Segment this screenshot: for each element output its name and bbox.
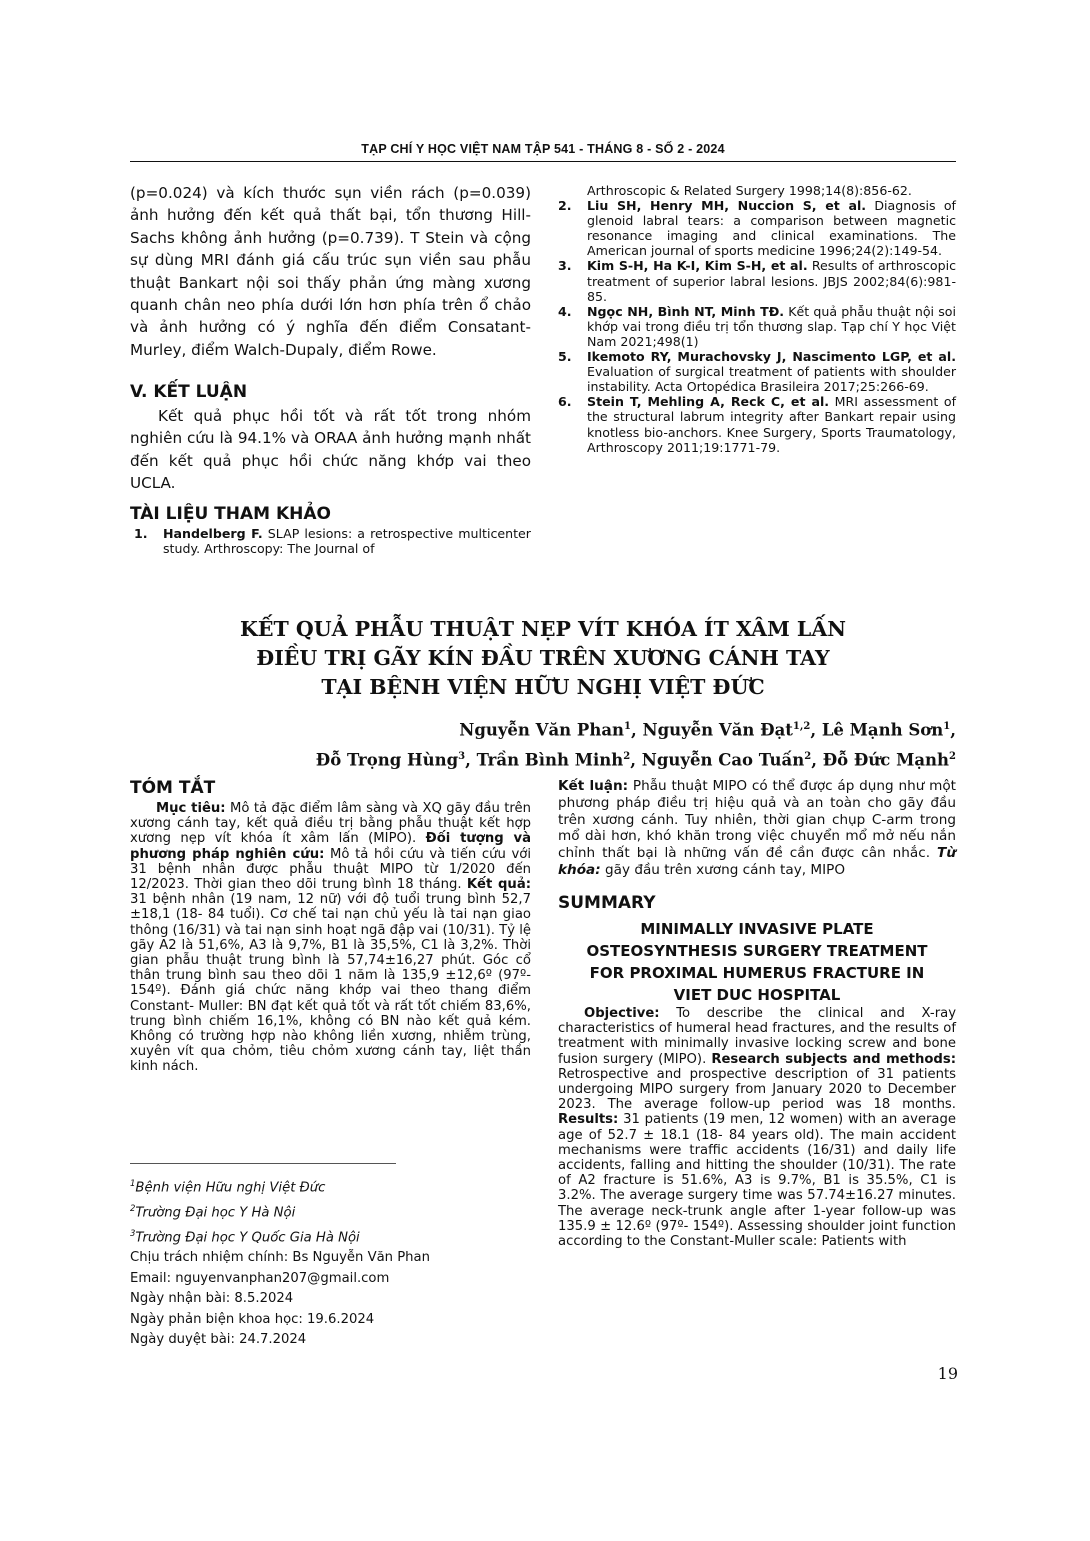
affiliation-mark: 3 xyxy=(130,1228,136,1239)
affiliation-note xyxy=(130,1174,531,1199)
reference-number: 4. xyxy=(558,303,572,319)
reference-authors: Ikemoto RY, Murachovsky J, Nascimento LGP, et al. xyxy=(587,349,956,365)
summary-title-line: OSTEOSYNTHESIS SURGERY TREATMENT xyxy=(586,942,928,960)
reference-number: 3. xyxy=(558,258,572,274)
keywords-label: Từ khóa: xyxy=(558,845,956,878)
reference-text: Diagnosis of glenoid labral tears: a comparison between magnetic resonance imaging and clinical examinations. The American journal of sports medicine 1996;24(2):149-54. xyxy=(587,198,956,259)
author-name: Trần Bình Minh xyxy=(476,750,624,769)
author-separator: , xyxy=(630,750,642,769)
article-title xyxy=(130,615,956,702)
accepted-date: Ngày duyệt bài: 24.7.2024 xyxy=(130,1332,307,1348)
author-affiliation: 3 xyxy=(458,750,466,762)
keywords-text: gãy đầu trên xương cánh tay, MIPO xyxy=(600,861,846,878)
affiliation-mark: 2 xyxy=(130,1203,136,1214)
author-list xyxy=(130,714,956,773)
reference-item xyxy=(558,349,956,394)
affiliation-note xyxy=(130,1224,531,1249)
conclusion-paragraph xyxy=(130,405,531,495)
affiliation-text: Bệnh viện Hữu nghị Việt Đức xyxy=(135,1180,326,1196)
summary-title-line: FOR PROXIMAL HUMERUS FRACTURE IN xyxy=(589,964,925,982)
conclusion-text-vi: Phẫu thuật MIPO có thể được áp dụng như một phương pháp điều trị hiệu quả và an toàn cho gãy đầu trên xương cánh. Tuy nhiên, thời gian chụp C-arm trong mổ dài hơn, khó khăn trong việc chuyển mổ mở nếu nắn chỉnh thất bại là những vấn đề cần được cân nhắc. xyxy=(558,778,956,862)
author-separator: , xyxy=(810,720,822,740)
author-name: Lê Mạnh Sơn xyxy=(821,720,944,740)
reference-authors: Ngọc NH, Bình NT, Minh TĐ. xyxy=(587,303,785,319)
author-name: Nguyễn Cao Tuấn xyxy=(641,750,805,769)
conclusion-label: Kết luận: xyxy=(558,778,629,794)
objective-text: Mô tả đặc điểm lâm sàng và XQ gãy đầu trên xương cánh tay, kết quả điều trị bằng phẫu thuật kết hợp xương nẹp vít khóa ít xâm lấn (MIPO). xyxy=(130,801,531,847)
affiliation-mark: 1 xyxy=(130,1179,136,1189)
conclusion-paragraph-vi xyxy=(558,778,956,879)
received-date: Ngày nhận bài: 8.5.2024 xyxy=(130,1291,294,1307)
footnotes xyxy=(130,1174,531,1350)
corresponding-author: Chịu trách nhiệm chính: Bs Nguyễn Văn Phan xyxy=(130,1250,430,1266)
email-line: Email: nguyenvanphan207@gmail.com xyxy=(130,1270,390,1286)
running-header: TẠP CHÍ Y HỌC VIỆT NAM TẬP 541 - THÁNG 8 - SỐ 2 - 2024 xyxy=(361,142,725,156)
conclusion-text: Kết quả phục hồi tốt và rất tốt trong nhóm nghiên cứu là 94.1% và ORAA ảnh hưởng mạnh nhất đến kết quả phục hồi chức năng khớp vai theo UCLA. xyxy=(130,407,531,493)
summary-title-line: MINIMALLY INVASIVE PLATE xyxy=(640,920,874,938)
author-separator: , xyxy=(811,750,823,769)
conclusion-heading: V. KẾT LUẬN xyxy=(130,382,248,402)
results-text-en: 31 patients (19 men, 12 women) with an average age of 52.7 ± 18.1 (18- 84 years old). The main accident mechanisms were traffic accidents (16/31) and daily life accidents, falling and hitting the shoulder (10/31). The rate of A2 fracture is 51.6%, A3 is 9.7%, B1 is 35.5%, C1 is 3.2%. The average surgery time was 57.74±16.27 minutes. The average neck-trunk angle after 1-year follow-up was 135.9 ± 12.6º (97º- 154º). Assessing shoulder joint function according to the Constant-Muller scale: Patients with xyxy=(558,1112,956,1250)
article-title-line: TẠI BỆNH VIỆN HỮU NGHỊ VIỆT ĐỨC xyxy=(321,675,765,699)
summary-paragraph xyxy=(558,1006,956,1249)
discussion-text: (p=0.024) và kích thước sụn viền rách (p=0.039) ảnh hưởng đến kết quả thất bại, tổn thương Hill-Sachs không ảnh hưởng (p=0.739). T Stein và cộng sự dùng MRI đánh giá cấu trúc sụn viền sau phẫu thuật Bankart nội soi thấy phản ứng màng xương quanh chân neo phía dưới lớn hơn phía trên ổ chảo và ảnh hưởng có ý nghĩa đến điểm Consatant-Murley, điểm Walch-Dupaly, điểm Rowe. xyxy=(130,184,531,359)
article-title-line: ĐIỀU TRỊ GÃY KÍN ĐẦU TRÊN XƯƠNG CÁNH TAY xyxy=(256,646,830,670)
affiliation-text: Trường Đại học Y Hà Nội xyxy=(135,1205,296,1221)
author-affiliation: 2 xyxy=(804,750,812,762)
results-text: 31 bệnh nhân (19 nam, 12 nữ) với độ tuổi trung bình 52,7 ±18,1 (18- 84 tuổi). Cơ chế tai nạn chủ yếu là tai nạn giao thông (16/31) và tai nạn sinh hoạt ngã đập vai (10/31). Tỷ lệ gãy A2 là 51,6%, A3 là 9,7%, B1 là 35,5%, C1 là 3,2%. Thời gian phẫu thuật trung bình là 57,74±16,27 phút. Góc cổ thân trung bình sau theo dõi 1 năm là 135,9 ±12,6º (97º- 154º). Đánh giá chức năng khớp vai theo thang điểm Constant- Muller: BN đạt kết quả tốt và rất tốt chiếm 83,6%, trung bình chiếm 16,1%, không có BN nào kết quả kém. Không có trường hợp nào không liền xương, nhiễm trùng, xuyên vít qua chỏm, tiêu chỏm xương cánh tay, liệt thần kinh nách. xyxy=(130,892,531,1075)
author-affiliation: 1 xyxy=(624,721,631,732)
reference-item xyxy=(558,394,956,454)
reference-item xyxy=(558,304,956,349)
author-separator: , xyxy=(630,720,643,740)
reference-item xyxy=(558,258,956,303)
author-separator: , xyxy=(950,720,956,740)
author-affiliation: 1,2 xyxy=(792,721,811,732)
author-name: Đỗ Đức Mạnh xyxy=(822,750,950,769)
methods-text-en: Retrospective and prospective description of 31 patients undergoing MIPO surgery from January 2020 to December 2023. The average follow-up period was 18 months. xyxy=(558,1066,956,1113)
reference-authors: Liu SH, Henry MH, Nuccion S, et al. xyxy=(587,198,867,214)
reference-continuation xyxy=(558,183,956,198)
summary-title-line: VIET DUC HOSPITAL xyxy=(673,986,841,1004)
author-separator: , xyxy=(465,750,477,769)
affiliation-text: Trường Đại học Y Quốc Gia Hà Nội xyxy=(135,1229,360,1245)
author-name: Nguyễn Văn Đạt xyxy=(642,720,793,740)
abstract-vi-body xyxy=(130,801,531,1075)
reference-item xyxy=(134,526,531,556)
reviewed-date: Ngày phản biện khoa học: 19.6.2024 xyxy=(130,1311,375,1327)
footnote-rule xyxy=(130,1163,396,1164)
reference-authors: Kim S-H, Ha K-I, Kim S-H, et al. xyxy=(587,258,808,274)
article-title-line: KẾT QUẢ PHẪU THUẬT NẸP VÍT KHÓA ÍT XÂM LẤN xyxy=(240,617,846,641)
objective-label-en: Objective: xyxy=(584,1006,660,1021)
reference-item xyxy=(558,198,956,258)
reference-number: 1. xyxy=(134,526,148,541)
author-affiliation: 1 xyxy=(943,721,951,732)
summary-heading: SUMMARY xyxy=(558,893,656,913)
summary-title xyxy=(558,918,956,1006)
summary-body xyxy=(558,1006,956,1249)
reference-number: 6. xyxy=(558,394,572,410)
reference-list-left xyxy=(134,526,531,556)
reference-text: Results of arthroscopic treatment of superior labral lesions. JBJS 2002;84(6):981-85. xyxy=(587,258,956,304)
methods-text: Mô tả hồi cứu và tiến cứu với 31 bệnh nhân được phẫu thuật MIPO từ 1/2020 đến 12/2023. Thời gian theo dõi trung bình 18 tháng. xyxy=(130,846,531,893)
reference-authors: Handelberg F. xyxy=(163,526,263,541)
author-line xyxy=(130,744,956,774)
reference-text: SLAP lesions: a retrospective multicenter study. Arthroscopy: The Journal of xyxy=(163,526,531,557)
methods-label: Đối tượng và phương pháp nghiên cứu: xyxy=(130,831,532,862)
methods-label-en: Research subjects and methods: xyxy=(711,1051,956,1067)
author-name: Nguyễn Văn Phan xyxy=(459,720,625,740)
reference-list-right xyxy=(558,183,956,455)
objective-text-en: To describe the clinical and X-ray characteristics of humeral head fractures, and the results of treatment with minimally invasive locking screw and bone fusion surgery (MIPO). xyxy=(558,1006,956,1067)
affiliation-note xyxy=(130,1199,531,1224)
references-heading: TÀI LIỆU THAM KHẢO xyxy=(130,504,331,524)
reference-number: 2. xyxy=(558,198,572,214)
reference-text: Arthroscopic & Related Surgery 1998;14(8):856-62. xyxy=(587,183,912,198)
abstract-vi-paragraph xyxy=(130,801,531,1075)
author-affiliation: 2 xyxy=(623,750,631,762)
author-name: Đỗ Trọng Hùng xyxy=(315,750,459,769)
reference-text: Evaluation of surgical treatment of patients with shoulder instability. Acta Ortopédica Brasileira 2017;25:266-69. xyxy=(587,364,956,395)
results-label: Kết quả: xyxy=(466,877,531,893)
author-affiliation: 2 xyxy=(949,750,956,762)
reference-text: Kết quả phẫu thuật nội soi khớp vai trong điều trị tổn thương slap. Tạp chí Y học Việt Nam 2021;498(1) xyxy=(587,303,957,349)
reference-text: MRI assessment of the structural labrum integrity after Bankart repair using knotless bio-anchors. Knee Surgery, Sports Traumatology, Arthroscopy 2011;19:1771-79. xyxy=(587,394,957,455)
objective-label: Mục tiêu: xyxy=(156,801,226,816)
results-label-en: Results: xyxy=(558,1112,619,1128)
reference-authors: Stein T, Mehling A, Reck C, et al. xyxy=(587,394,830,410)
abstract-heading: TÓM TẮT xyxy=(130,778,216,798)
discussion-paragraph xyxy=(130,182,531,361)
abstract-vi-conclusion xyxy=(558,778,956,879)
author-line xyxy=(130,714,956,744)
reference-number: 5. xyxy=(558,349,572,365)
page-number: 19 xyxy=(937,1364,958,1383)
header-rule xyxy=(130,161,956,162)
